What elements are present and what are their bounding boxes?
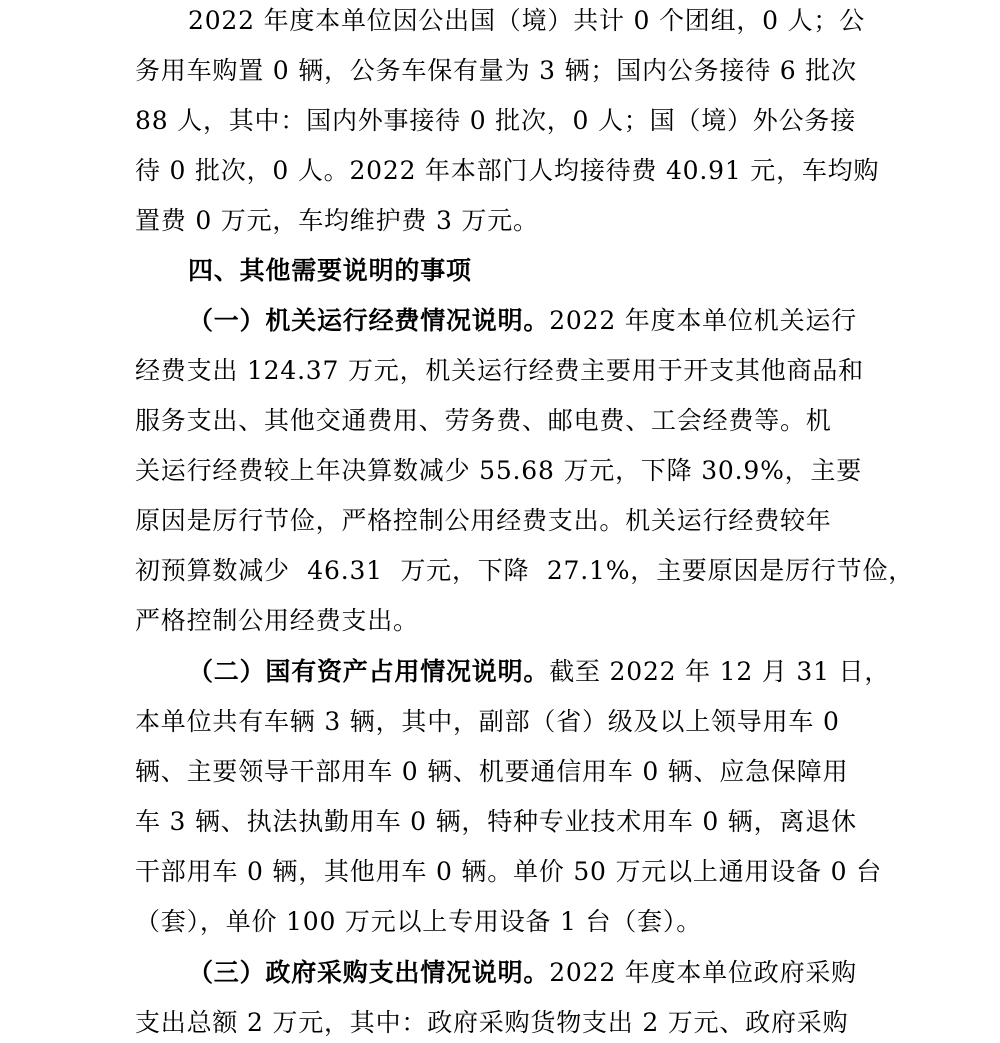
paragraph-line: 关运行经费较上年决算数减少 55.68 万元，下降 30.9%，主要: [135, 456, 863, 485]
paragraph-line: 辆、主要领导干部用车 0 辆、机要通信用车 0 辆、应急保障用: [135, 757, 849, 786]
paragraph-line: 干部用车 0 辆，其他用车 0 辆。单价 50 万元以上通用设备 0 台: [135, 857, 882, 886]
paragraph-label: （二）国有资产占用情况说明。: [188, 657, 550, 686]
paragraph-line: 原因是厉行节俭，严格控制公用经费支出。机关运行经费较年: [135, 506, 832, 535]
paragraph-line: [188, 657, 890, 687]
paragraph-line: 待 0 批次，0 人。2022 年本部门人均接待费 40.91 元，车均购: [135, 156, 880, 185]
paragraph-line: 88 人，其中：国内外事接待 0 批次，0 人；国（境）外公务接: [135, 106, 857, 135]
paragraph-label: （一）机关运行经费情况说明。: [188, 306, 550, 335]
paragraph-line: （套），单价 100 万元以上专用设备 1 台（套）。: [135, 907, 703, 936]
paragraph-line: [188, 958, 857, 988]
paragraph-line: 务用车购置 0 辆，公务车保有量为 3 辆；国内公务接待 6 批次: [135, 56, 857, 85]
paragraph-line: 2022 年度本单位因公出国（境）共计 0 个团组，0 人；公: [188, 6, 866, 35]
paragraph-line: [188, 306, 857, 336]
paragraph-line: 本单位共有车辆 3 辆，其中，副部（省）级及以上领导用车 0: [135, 707, 840, 736]
section-heading: 四、其他需要说明的事项: [188, 256, 472, 285]
paragraph-line: 置费 0 万元，车均维护费 3 万元。: [135, 206, 539, 235]
paragraph-text: 2022 年度本单位机关运行: [549, 306, 857, 335]
paragraph-line: 初预算数减少 46.31 万元，下降 27.1%，主要原因是厉行节俭，: [135, 556, 915, 585]
paragraph-line: 车 3 辆、执法执勤用车 0 辆，特种专业技术用车 0 辆，离退休: [135, 807, 857, 836]
paragraph-line: 严格控制公用经费支出。: [135, 606, 419, 635]
paragraph-line: 经费支出 124.37 万元，机关运行经费主要用于开支其他商品和: [135, 356, 864, 385]
paragraph-text: 2022 年度本单位政府采购: [549, 958, 857, 987]
paragraph-label: （三）政府采购支出情况说明。: [188, 958, 550, 987]
paragraph-line: 服务支出、其他交通费用、劳务费、邮电费、工会经费等。机: [135, 406, 832, 435]
paragraph-text: 截至 2022 年 12 月 31 日，: [549, 657, 891, 686]
paragraph-line: 支出总额 2 万元，其中：政府采购货物支出 2 万元、政府采购: [135, 1008, 849, 1037]
